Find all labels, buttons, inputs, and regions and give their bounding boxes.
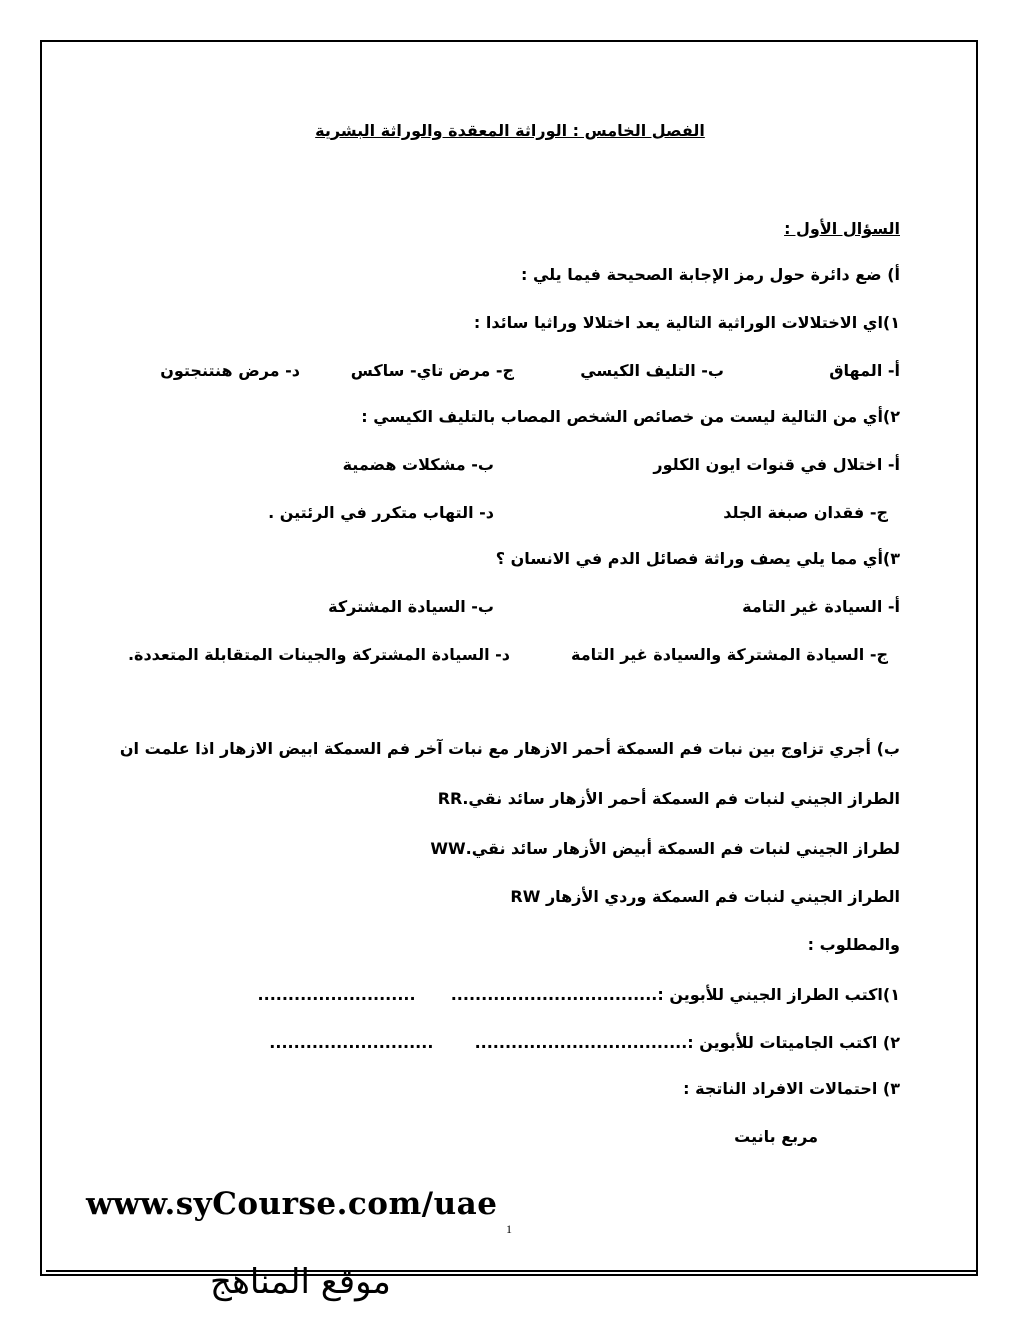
site-logo-text: موقع المناهج <box>210 1262 391 1302</box>
task-3: ٣) احتمالات الافراد الناتجة : <box>683 1079 900 1098</box>
page-border-bottom-double <box>46 1270 978 1272</box>
question-1-stem: ١)اي الاختلالات الوراثية التالية يعد اختلالا وراثيا سائدا : <box>473 313 900 332</box>
q3-option-b: ب- السيادة المشتركة <box>328 597 494 616</box>
part-a-instruction: أ) ضع دائرة حول رمز الإجابة الصحيحة فيما يلي : <box>520 265 900 284</box>
task-2-blank-1[interactable]: ........................... <box>269 1033 434 1052</box>
q2-option-b: ب- مشكلات هضمية <box>342 455 494 474</box>
q2-option-c: ج- فقدان صبغة الجلد <box>723 503 888 522</box>
genotype-red-line: الطراز الجيني لنبات فم السمكة أحمر الأزهار سائد نقي.RR <box>437 789 900 808</box>
q1-option-b: ب- التليف الكيسي <box>580 361 724 380</box>
q1-option-c: ج- مرض تاي- ساكس <box>350 361 514 380</box>
task-2-blank-2[interactable]: ................................... <box>474 1033 688 1052</box>
task-1: ١)اكتب الطراز الجيني للأبوين :.......................... .................................. <box>257 985 900 1004</box>
genotype-white-line: لطراز الجيني لنبات فم السمكة أبيض الأزهار سائد نقي.WW <box>430 839 900 858</box>
q2-option-d: د- التهاب متكرر في الرئتين . <box>268 503 494 522</box>
punnett-square-label: مربع بانيت <box>734 1127 818 1146</box>
page-number: 1 <box>506 1222 512 1236</box>
genotype-pink-line: الطراز الجيني لنبات فم السمكة وردي الأزهار RW <box>510 887 900 906</box>
question-heading: السؤال الأول : <box>784 219 900 238</box>
part-b-intro: ب) أجري تزاوج بين نبات فم السمكة أحمر الازهار مع نبات آخر فم السمكة ابيض الازهار اذا علمت ان <box>119 739 900 758</box>
q3-option-c: ج- السيادة المشتركة والسيادة غير التامة <box>571 645 888 664</box>
task-1-blank-2[interactable]: .................................. <box>450 985 658 1004</box>
question-3-stem: ٣)أي مما يلي يصف وراثة فصائل الدم في الانسان ؟ <box>495 549 900 568</box>
task-1-blank-1[interactable]: .......................... <box>257 985 416 1004</box>
website-watermark: www.syCourse.com/uae <box>86 1186 498 1222</box>
q1-option-d: د- مرض هنتنجتون <box>160 361 300 380</box>
q3-option-d: د- السيادة المشتركة والجينات المتقابلة المتعددة. <box>127 645 510 664</box>
chapter-title: الفصل الخامس : الوراثة المعقدة والوراثة البشرية <box>315 121 705 140</box>
q3-option-a: أ- السيادة غير التامة <box>742 597 900 616</box>
q1-option-a: أ- المهاق <box>829 361 900 380</box>
task-2: ٢) اكتب الجاميتات للأبوين :........................... ................................... <box>269 1033 900 1052</box>
question-2-stem: ٢)أي من التالية ليست من خصائص الشخص المصاب بالتليف الكيسي : <box>361 407 900 426</box>
q2-option-a: أ- اختلال في قنوات ايون الكلور <box>653 455 900 474</box>
required-label: والمطلوب : <box>807 935 900 954</box>
